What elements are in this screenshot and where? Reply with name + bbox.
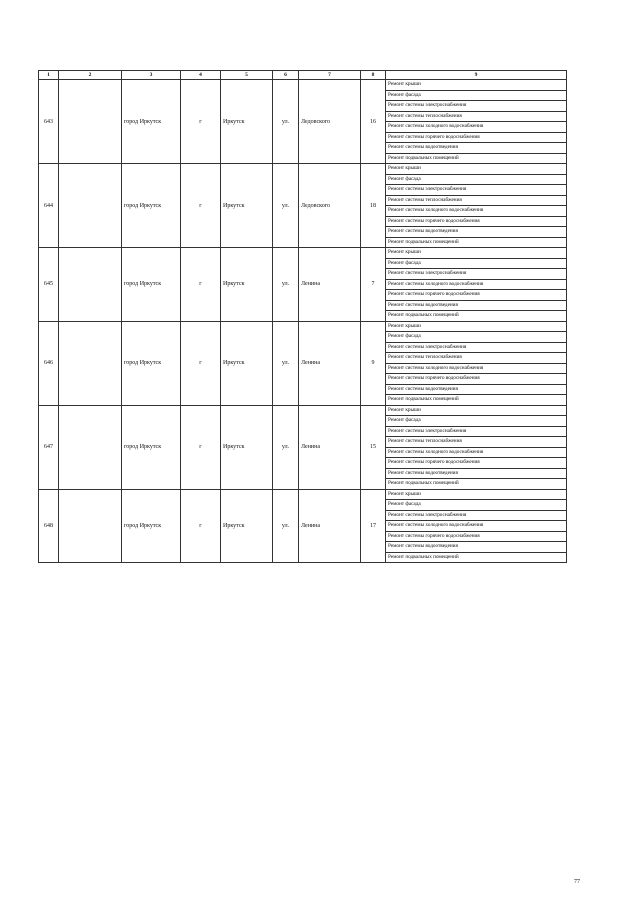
record-number-cell: 643 (39, 80, 59, 164)
empty-cell-cell (59, 80, 122, 164)
table-row (39, 405, 567, 416)
house-number-cell: 9 (361, 321, 386, 405)
street-cell: Ленина (299, 405, 361, 489)
city-type-cell: г (181, 164, 221, 248)
work-type-cell: Ремонт системы холодного водоснабжения (386, 521, 567, 532)
work-type-cell: Ремонт системы водоотведения (386, 542, 567, 553)
empty-cell-cell (59, 164, 122, 248)
work-type-cell: Ремонт системы электроснабжения (386, 269, 567, 280)
record-number-cell: 647 (39, 405, 59, 489)
street-type-cell: ул. (273, 248, 299, 322)
work-type-cell: Ремонт фасада (386, 174, 567, 185)
work-type-cell: Ремонт системы горячего водоснабжения (386, 374, 567, 385)
work-type-cell: Ремонт фасада (386, 416, 567, 427)
city-type-cell: г (181, 405, 221, 489)
work-type-cell: Ремонт системы водоотведения (386, 300, 567, 311)
city-cell: Иркутск (221, 489, 273, 563)
empty-cell-cell (59, 489, 122, 563)
work-type-cell: Ремонт подвальных помещений (386, 237, 567, 248)
work-type-cell: Ремонт крыши (386, 321, 567, 332)
column-header-4: 4 (181, 71, 221, 80)
table-body (39, 80, 567, 563)
city-cell: Иркутск (221, 164, 273, 248)
work-type-cell: Ремонт системы электроснабжения (386, 101, 567, 112)
work-type-cell: Ремонт системы холодного водоснабжения (386, 122, 567, 133)
street-cell: Ленина (299, 489, 361, 563)
record-number-cell: 648 (39, 489, 59, 563)
work-type-cell: Ремонт системы водоотведения (386, 143, 567, 154)
work-type-cell: Ремонт системы теплоснабжения (386, 111, 567, 122)
work-type-cell: Ремонт системы электроснабжения (386, 510, 567, 521)
street-cell: Ленина (299, 248, 361, 322)
column-header-6: 6 (273, 71, 299, 80)
repair-register-table (38, 70, 567, 563)
work-type-cell: Ремонт системы горячего водоснабжения (386, 216, 567, 227)
work-type-cell: Ремонт системы горячего водоснабжения (386, 531, 567, 542)
work-type-cell: Ремонт системы холодного водоснабжения (386, 447, 567, 458)
work-type-cell: Ремонт системы холодного водоснабжения (386, 363, 567, 374)
work-type-cell: Ремонт системы электроснабжения (386, 342, 567, 353)
work-type-cell: Ремонт фасада (386, 258, 567, 269)
table-row (39, 164, 567, 175)
work-type-cell: Ремонт подвальных помещений (386, 479, 567, 490)
column-header-5: 5 (221, 71, 273, 80)
locality-cell: город Иркутск (122, 405, 181, 489)
city-type-cell: г (181, 321, 221, 405)
table-row (39, 80, 567, 91)
record-number-cell: 646 (39, 321, 59, 405)
column-header-1: 1 (39, 71, 59, 80)
city-cell: Иркутск (221, 248, 273, 322)
work-type-cell: Ремонт системы электроснабжения (386, 426, 567, 437)
work-type-cell: Ремонт системы теплоснабжения (386, 437, 567, 448)
work-type-cell: Ремонт системы водоотведения (386, 227, 567, 238)
city-type-cell: г (181, 489, 221, 563)
empty-cell-cell (59, 248, 122, 322)
column-header-8: 8 (361, 71, 386, 80)
work-type-cell: Ремонт системы водоотведения (386, 468, 567, 479)
locality-cell: город Иркутск (122, 321, 181, 405)
column-header-7: 7 (299, 71, 361, 80)
street-type-cell: ул. (273, 321, 299, 405)
work-type-cell: Ремонт системы теплоснабжения (386, 195, 567, 206)
work-type-cell: Ремонт крыши (386, 489, 567, 500)
work-type-cell: Ремонт подвальных помещений (386, 311, 567, 322)
city-type-cell: г (181, 248, 221, 322)
locality-cell: город Иркутск (122, 164, 181, 248)
work-type-cell: Ремонт фасада (386, 500, 567, 511)
work-type-cell: Ремонт системы горячего водоснабжения (386, 458, 567, 469)
page-number: 77 (574, 879, 580, 885)
street-type-cell: ул. (273, 80, 299, 164)
locality-cell: город Иркутск (122, 248, 181, 322)
street-type-cell: ул. (273, 489, 299, 563)
work-type-cell: Ремонт крыши (386, 405, 567, 416)
column-header-2: 2 (59, 71, 122, 80)
empty-cell-cell (59, 405, 122, 489)
work-type-cell: Ремонт фасада (386, 332, 567, 343)
work-type-cell: Ремонт крыши (386, 164, 567, 175)
house-number-cell: 16 (361, 80, 386, 164)
record-number-cell: 644 (39, 164, 59, 248)
work-type-cell: Ремонт подвальных помещений (386, 395, 567, 406)
work-type-cell: Ремонт крыши (386, 248, 567, 259)
column-header-3: 3 (122, 71, 181, 80)
work-type-cell: Ремонт системы горячего водоснабжения (386, 290, 567, 301)
work-type-cell: Ремонт системы горячего водоснабжения (386, 132, 567, 143)
work-type-cell: Ремонт фасада (386, 90, 567, 101)
locality-cell: город Иркутск (122, 489, 181, 563)
city-cell: Иркутск (221, 80, 273, 164)
header-row (39, 71, 567, 80)
locality-cell: город Иркутск (122, 80, 181, 164)
table-row (39, 489, 567, 500)
street-type-cell: ул. (273, 164, 299, 248)
street-type-cell: ул. (273, 405, 299, 489)
street-cell: Ленина (299, 321, 361, 405)
house-number-cell: 17 (361, 489, 386, 563)
work-type-cell: Ремонт системы холодного водоснабжения (386, 206, 567, 217)
city-type-cell: г (181, 80, 221, 164)
street-cell: Ледовского (299, 164, 361, 248)
record-number-cell: 645 (39, 248, 59, 322)
work-type-cell: Ремонт системы электроснабжения (386, 185, 567, 196)
house-number-cell: 15 (361, 405, 386, 489)
table-row (39, 321, 567, 332)
table-row (39, 248, 567, 259)
column-header-9: 9 (386, 71, 567, 80)
street-cell: Ледовского (299, 80, 361, 164)
work-type-cell: Ремонт системы теплоснабжения (386, 353, 567, 364)
city-cell: Иркутск (221, 321, 273, 405)
city-cell: Иркутск (221, 405, 273, 489)
work-type-cell: Ремонт системы холодного водоснабжения (386, 279, 567, 290)
empty-cell-cell (59, 321, 122, 405)
work-type-cell: Ремонт подвальных помещений (386, 153, 567, 164)
house-number-cell: 18 (361, 164, 386, 248)
work-type-cell: Ремонт крыши (386, 80, 567, 91)
work-type-cell: Ремонт системы водоотведения (386, 384, 567, 395)
work-type-cell: Ремонт подвальных помещений (386, 552, 567, 563)
house-number-cell: 7 (361, 248, 386, 322)
